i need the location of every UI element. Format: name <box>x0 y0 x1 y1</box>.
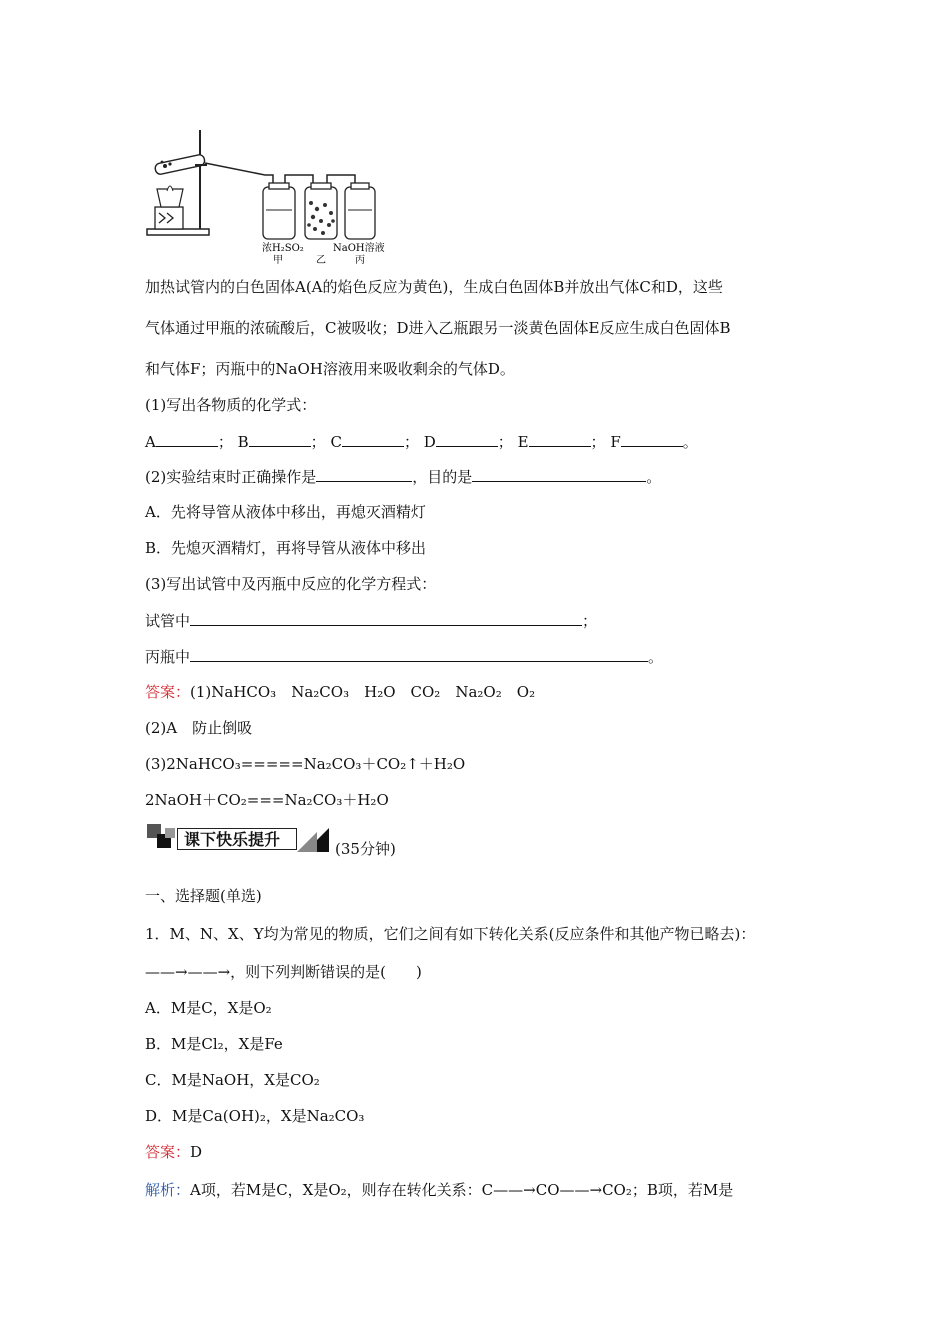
q1-letter-c: C <box>330 433 342 451</box>
q3-bottle-end: 。 <box>648 648 664 666</box>
q2-option-b: B．先熄灭酒精灯，再将导管从液体中移出 <box>145 539 427 557</box>
question1-option-c: C．M是NaOH，X是CO₂ <box>145 1071 320 1089</box>
answer-value: D <box>190 1143 203 1161</box>
answer1-line <box>145 682 535 702</box>
intro-line-3: 和气体F；丙瓶中的NaOH溶液用来吸收剩余的气体D。 <box>145 360 515 378</box>
end: 。 <box>682 433 698 451</box>
sep: ； <box>217 433 233 451</box>
q1-letter-d: D <box>423 433 436 451</box>
intro-line-2: 气体通过甲瓶的浓硫酸后，C被吸收；D进入乙瓶跟另一淡黄色固体E反应生成白色固体B <box>145 319 731 337</box>
part-heading: 一、选择题(单选) <box>145 887 262 905</box>
label-bottle-bing: 丙 <box>355 255 365 266</box>
q3-bottle-label: 丙瓶中 <box>145 648 191 666</box>
q3-tube-end: ； <box>582 612 598 630</box>
q3-tube-label: 试管中 <box>145 612 191 630</box>
analysis-text: A项，若M是C，X是O₂，则存在转化关系：C——→CO——→CO₂；B项，若M是 <box>190 1181 734 1199</box>
answer3b-line: 2NaOH＋CO₂===Na₂CO₃＋H₂O <box>145 791 389 809</box>
answer1-item: (1)NaHCO₃ <box>190 683 277 701</box>
q1-prompt: (1)写出各物质的化学式： <box>145 396 317 414</box>
label-bottle-yi: 乙 <box>316 255 326 266</box>
answer1-item: H₂O <box>364 683 396 701</box>
label-bottle-bing-reagent: NaOH溶液 <box>333 243 385 254</box>
q3-tube-line <box>145 610 597 631</box>
q2-line <box>145 466 661 487</box>
q3-blank-bottle[interactable] <box>190 646 648 662</box>
blank-b[interactable] <box>249 431 311 447</box>
answer3a-line: (3)2NaHCO₃=====Na₂CO₃＋CO₂↑＋H₂O <box>145 755 466 773</box>
apparatus-figure <box>145 125 385 269</box>
answer1-item: Na₂O₂ <box>455 683 502 701</box>
q1-letter-a: A <box>145 433 156 451</box>
q2-prompt: (2)实验结束时正确操作是 <box>145 468 317 486</box>
q3-prompt: (3)写出试管中及丙瓶中反应的化学方程式： <box>145 575 437 593</box>
sep: ； <box>403 433 419 451</box>
question1-stem-2: ——→——→，则下列判断错误的是( ) <box>145 963 422 981</box>
label-bottle-jia: 甲 <box>273 255 283 266</box>
q1-letter-e: E <box>517 433 529 451</box>
answer-label: 答案： <box>145 683 191 701</box>
q2-end: 。 <box>646 468 662 486</box>
sep: ； <box>497 433 513 451</box>
q1-blanks <box>145 431 698 452</box>
question1-stem: 1．M、N、X、Y均为常见的物质，它们之间有如下转化关系(反应条件和其他产物已略去)： <box>145 925 756 943</box>
question1-option-d: D．M是Ca(OH)₂，X是Na₂CO₃ <box>145 1107 365 1125</box>
blank-d[interactable] <box>436 431 498 447</box>
answer1-item: O₂ <box>516 683 536 701</box>
apparatus-diagram <box>145 125 385 266</box>
q2-blank-purpose[interactable] <box>472 466 646 482</box>
answer2-line: (2)A 防止倒吸 <box>145 719 253 737</box>
intro-line-1: 加热试管内的白色固体A(A的焰色反应为黄色)，生成白色固体B并放出气体C和D，这些 <box>145 278 723 296</box>
q2-mid: ，目的是 <box>412 468 473 486</box>
blank-e[interactable] <box>529 431 591 447</box>
blank-c[interactable] <box>342 431 404 447</box>
answer1-item: CO₂ <box>410 683 441 701</box>
blank-a[interactable] <box>156 431 218 447</box>
sep: ； <box>590 433 606 451</box>
q1-letter-b: B <box>237 433 249 451</box>
section-time: (35分钟) <box>335 840 396 858</box>
question1-option-a: A．M是C，X是O₂ <box>145 999 272 1017</box>
q2-option-a: A．先将导管从液体中移出，再熄灭酒精灯 <box>145 503 426 521</box>
question1-option-b: B．M是Cl₂，X是Fe <box>145 1035 283 1053</box>
answer-label: 答案： <box>145 1143 191 1161</box>
q2-blank-operation[interactable] <box>316 466 412 482</box>
question1-answer <box>145 1142 202 1162</box>
blank-f[interactable] <box>621 431 683 447</box>
sep: ； <box>310 433 326 451</box>
question1-analysis <box>145 1180 733 1200</box>
label-bottle-jia-reagent: 浓H₂SO₂ <box>262 243 304 254</box>
analysis-label: 解析： <box>145 1181 191 1199</box>
q3-bottle-line <box>145 646 663 667</box>
q1-letter-f: F <box>610 433 621 451</box>
answer1-item: Na₂CO₃ <box>291 683 350 701</box>
section-title: 课下快乐提升 <box>177 828 297 850</box>
q3-blank-tube[interactable] <box>190 610 582 626</box>
